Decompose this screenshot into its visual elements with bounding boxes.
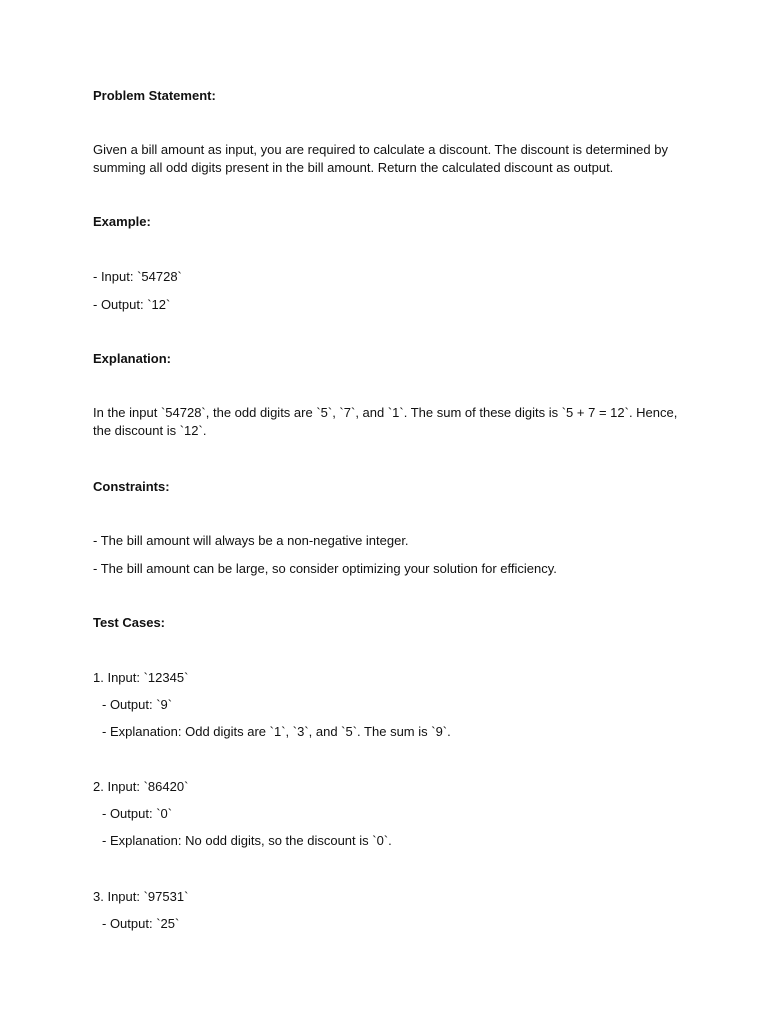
example-input: - Input: `54728` bbox=[93, 269, 182, 284]
explanation-heading: Explanation: bbox=[93, 351, 172, 366]
problem-statement-heading: Problem Statement: bbox=[93, 88, 216, 103]
constraints-heading: Constraints: bbox=[93, 479, 170, 494]
test-case-1-input: 1. Input: `12345` bbox=[93, 670, 189, 685]
test-case-3-output: - Output: `25` bbox=[102, 916, 180, 931]
test-case-1-output: - Output: `9` bbox=[102, 697, 173, 712]
test-case-2-output: - Output: `0` bbox=[102, 806, 173, 821]
example-output: - Output: `12` bbox=[93, 297, 171, 312]
constraint-item: - The bill amount can be large, so consider optimizing your solution for efficiency. bbox=[93, 561, 557, 576]
constraint-item: - The bill amount will always be a non-negative integer. bbox=[93, 533, 409, 548]
document-page bbox=[93, 0, 693, 1024]
example-heading: Example: bbox=[93, 214, 151, 229]
test-cases-heading: Test Cases: bbox=[93, 615, 166, 630]
explanation-text: In the input `54728`, the odd digits are `5`, `7`, and `1`. The sum of these digits is `5 + 7 = 12`. Hence, the discount is `12`. bbox=[93, 405, 678, 438]
test-case-3-input: 3. Input: `97531` bbox=[93, 889, 189, 904]
test-case-2-explanation: - Explanation: No odd digits, so the discount is `0`. bbox=[102, 833, 392, 848]
test-case-2-input: 2. Input: `86420` bbox=[93, 779, 189, 794]
test-case-1-explanation: - Explanation: Odd digits are `1`, `3`, and `5`. The sum is `9`. bbox=[102, 724, 451, 739]
problem-statement-text: Given a bill amount as input, you are required to calculate a discount. The discount is determined by summing all odd digits present in the bill amount. Return the calculated discount as output. bbox=[93, 142, 668, 175]
